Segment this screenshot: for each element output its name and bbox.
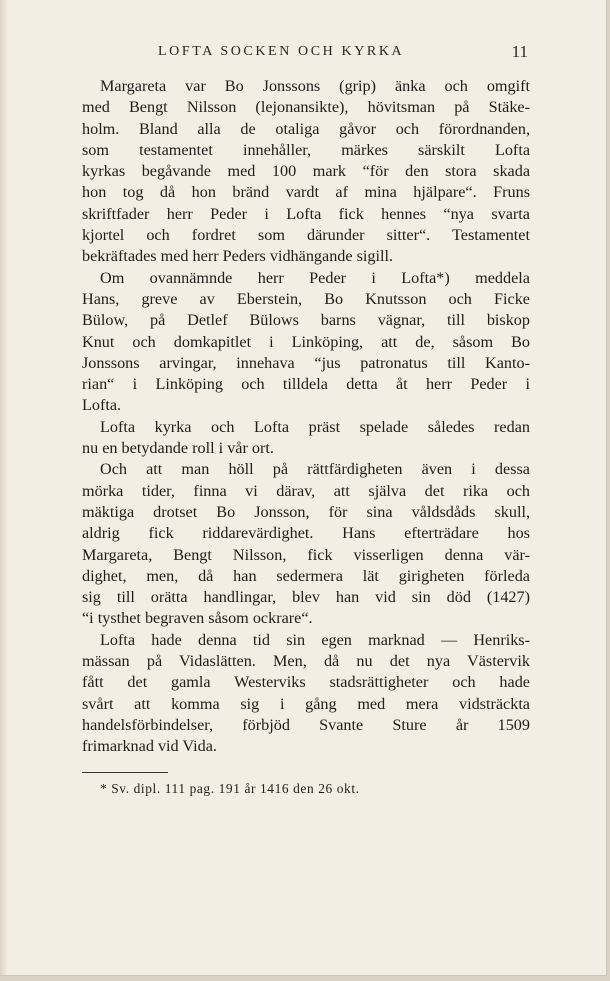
footnote: * Sv. dipl. 111 pag. 191 år 1416 den 26 okt. — [100, 781, 360, 796]
text-line: Om ovannämnde herr Peder i Lofta*) meddela — [100, 268, 530, 287]
text-line: Lofta hade denna tid sin egen marknad — Henriks- — [100, 630, 530, 649]
text-line: sig till orätta handlingar, blev han vid sin död (1427) — [82, 588, 530, 607]
text-line: bekräftades med herr Peders vidhängande sigill. — [82, 247, 394, 266]
body-text — [82, 76, 530, 758]
text-line: Knut och domkapitlet i Linköping, att de, såsom Bo — [82, 332, 530, 351]
footnote-divider — [82, 772, 168, 773]
text-line: med Bengt Nilsson (lejonansikte), hövitsman på Stäke- — [82, 98, 530, 117]
page-spine-shadow — [0, 0, 8, 975]
text-line: nu en betydande roll i vår ort. — [82, 439, 274, 458]
text-line: mörka tider, finna vi därav, att själva det rika och — [82, 481, 530, 500]
text-line: Margareta, Bengt Nilsson, fick visserligen denna vär- — [82, 545, 530, 564]
text-line: frimarknad vid Vida. — [82, 737, 217, 756]
text-line: Jonssons arvingar, innehava “jus patronatus till Kanto- — [82, 353, 530, 372]
text-line: holm. Bland alla de otaliga gåvor och förordnanden, — [82, 119, 530, 138]
text-line: hon tog då hon bränd vardt af mina hjälpare“. Fruns — [82, 183, 530, 202]
text-line: aldrig fick riddarevärdighet. Hans efterträdare hos — [82, 524, 530, 543]
text-line: handelsförbindelser, förbjöd Svante Sture år 1509 — [82, 715, 530, 734]
text-line: rian“ i Linköping och tilldela detta åt herr Peder i — [82, 375, 530, 394]
text-line: “i tysthet begraven såsom ockrare“. — [82, 609, 313, 628]
text-line: mäktiga drotset Bo Jonsson, för sina våldsdåds skull, — [82, 502, 530, 521]
text-line: Lofta. — [82, 396, 122, 415]
text-line: som testamentet innehåller, märkes särskilt Lofta — [82, 140, 530, 159]
page-number: 11 — [511, 42, 528, 61]
text-line: dighet, men, då han sedermera lät girigheten förleda — [82, 566, 530, 585]
running-title: LOFTA SOCKEN OCH KYRKA — [158, 44, 405, 59]
text-line: fått det gamla Westerviks stadsrättigheter och hade — [82, 673, 530, 692]
text-line: kyrkas begåvande med 100 mark “för den stora skada — [82, 162, 530, 181]
text-line: svårt att komma sig i gång med mera vidsträckta — [82, 694, 530, 713]
page-header — [82, 40, 530, 66]
text-line: Lofta kyrka och Lofta präst spelade således redan — [100, 417, 530, 436]
text-line: kjortel och fordret som därunder sitter“. Testamentet — [82, 226, 530, 245]
text-line: Och att man höll på rättfärdigheten även i dessa — [100, 460, 530, 479]
text-line: Bülow, på Detlef Bülows barns vägnar, till biskop — [82, 311, 530, 330]
text-line: mässan på Vidaslätten. Men, då nu det nya Västervik — [82, 652, 530, 671]
text-line: skriftfader herr Peder i Lofta fick hennes “nya svarta — [82, 204, 530, 223]
text-line: Hans, greve av Eberstein, Bo Knutsson och Ficke — [82, 289, 530, 308]
text-line: Margareta var Bo Jonssons (grip) änka och omgift — [100, 77, 530, 95]
